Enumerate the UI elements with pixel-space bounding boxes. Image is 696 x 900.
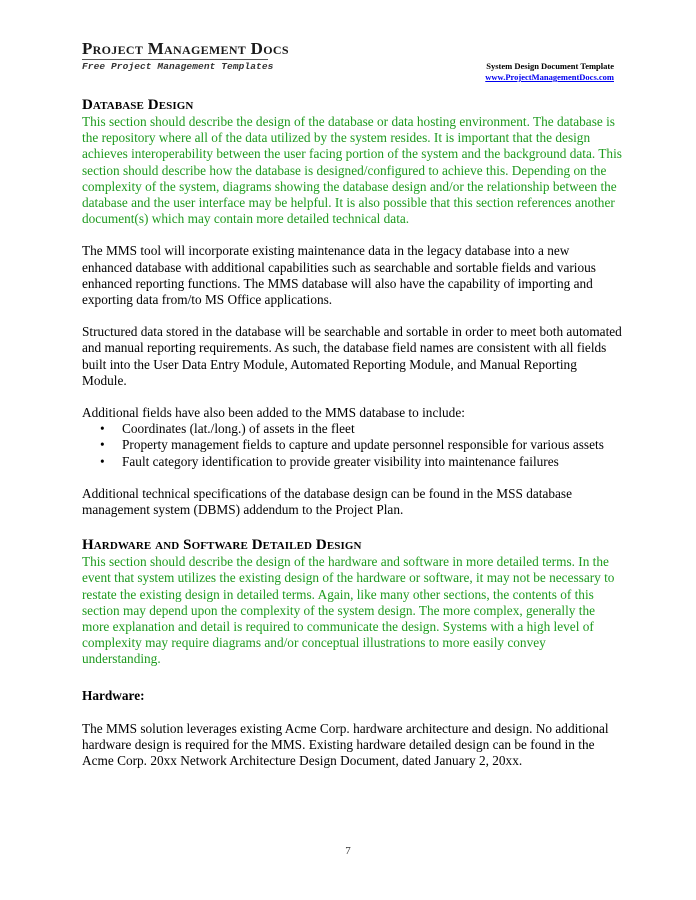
logo — [82, 39, 289, 72]
section-heading-hw-sw-design: Hardware and Software Detailed Design — [82, 537, 362, 554]
hardware-paragraph: The MMS solution leverages existing Acme Corp. hardware architecture and design. No additional hardware design is required for the MMS. Existing hardware detailed design can be found in the Acme Corp. 20xx Network Architecture Design Document, dated January 2, 20xx. — [82, 720, 609, 769]
database-paragraph-1: The MMS tool will incorporate existing maintenance data in the legacy database into a new enhanced database with additional capabilities such as searchable and sortable fields and various enhanced reporting functions. The MMS database will also have the capability of importing and exporting data from/to MS Office applications. — [82, 243, 596, 308]
list-item: • Coordinates (lat./long.) of assets in the fleet — [122, 421, 622, 437]
database-paragraph-3: Additional technical specifications of the database design can be found in the MSS database management system (DBMS) addendum to the Project Plan. — [82, 485, 572, 518]
database-design-guidance: This section should describe the design of the database or data hosting environment. The database is the repository where all of the data utilized by the system resides. It is important that the design achieves interoperability between the user facing portion of the system and the background data. This section should describe how the database is designed/configured to achieve this. Depending on the complexity of the system, diagrams showing the database design and/or the relationship between the database and the user interface may be helpful. It is also possible that this section references another document(s) which may contain more detailed technical data. — [82, 114, 622, 227]
logo-title: Project Management Docs — [82, 39, 289, 58]
fields-list-intro: Additional fields have also been added to the MMS database to include: — [82, 405, 465, 421]
additional-fields-list — [82, 421, 622, 470]
document-title: System Design Document Template — [486, 61, 614, 71]
site-link[interactable]: www.ProjectManagementDocs.com — [485, 72, 614, 82]
section-heading-database-design: Database Design — [82, 97, 194, 113]
hardware-subheading: Hardware: — [82, 687, 145, 703]
logo-divider — [82, 59, 268, 60]
hw-sw-design-guidance: This section should describe the design of the hardware and software in more detailed terms. In the event that system utilizes the existing design of the hardware or software, it may not be necessary to restate the existing design in detailed terms. Again, like many other sections, the contents of this section may depend upon the complexity of the system design. The more complex, generally the more explanation and detail is required to communicate the design. Systems with a high level of complexity may require diagrams and/or conceptual illustrations to more easily convey understanding. — [82, 554, 615, 667]
database-paragraph-2: Structured data stored in the database will be searchable and sortable in order to meet both automated and manual reporting requirements. As such, the database field names are consistent with all fields built into the User Data Entry Module, Automated Reporting Module, and Manual Reporting Module. — [82, 324, 622, 388]
page-number: 7 — [345, 845, 351, 857]
page-header — [485, 61, 614, 83]
list-item: • Property management fields to capture and update personnel responsible for various assets — [122, 437, 622, 453]
list-item: • Fault category identification to provide greater visibility into maintenance failures — [122, 454, 622, 470]
logo-subtitle: Free Project Management Templates — [82, 61, 274, 72]
document-body — [82, 96, 622, 769]
